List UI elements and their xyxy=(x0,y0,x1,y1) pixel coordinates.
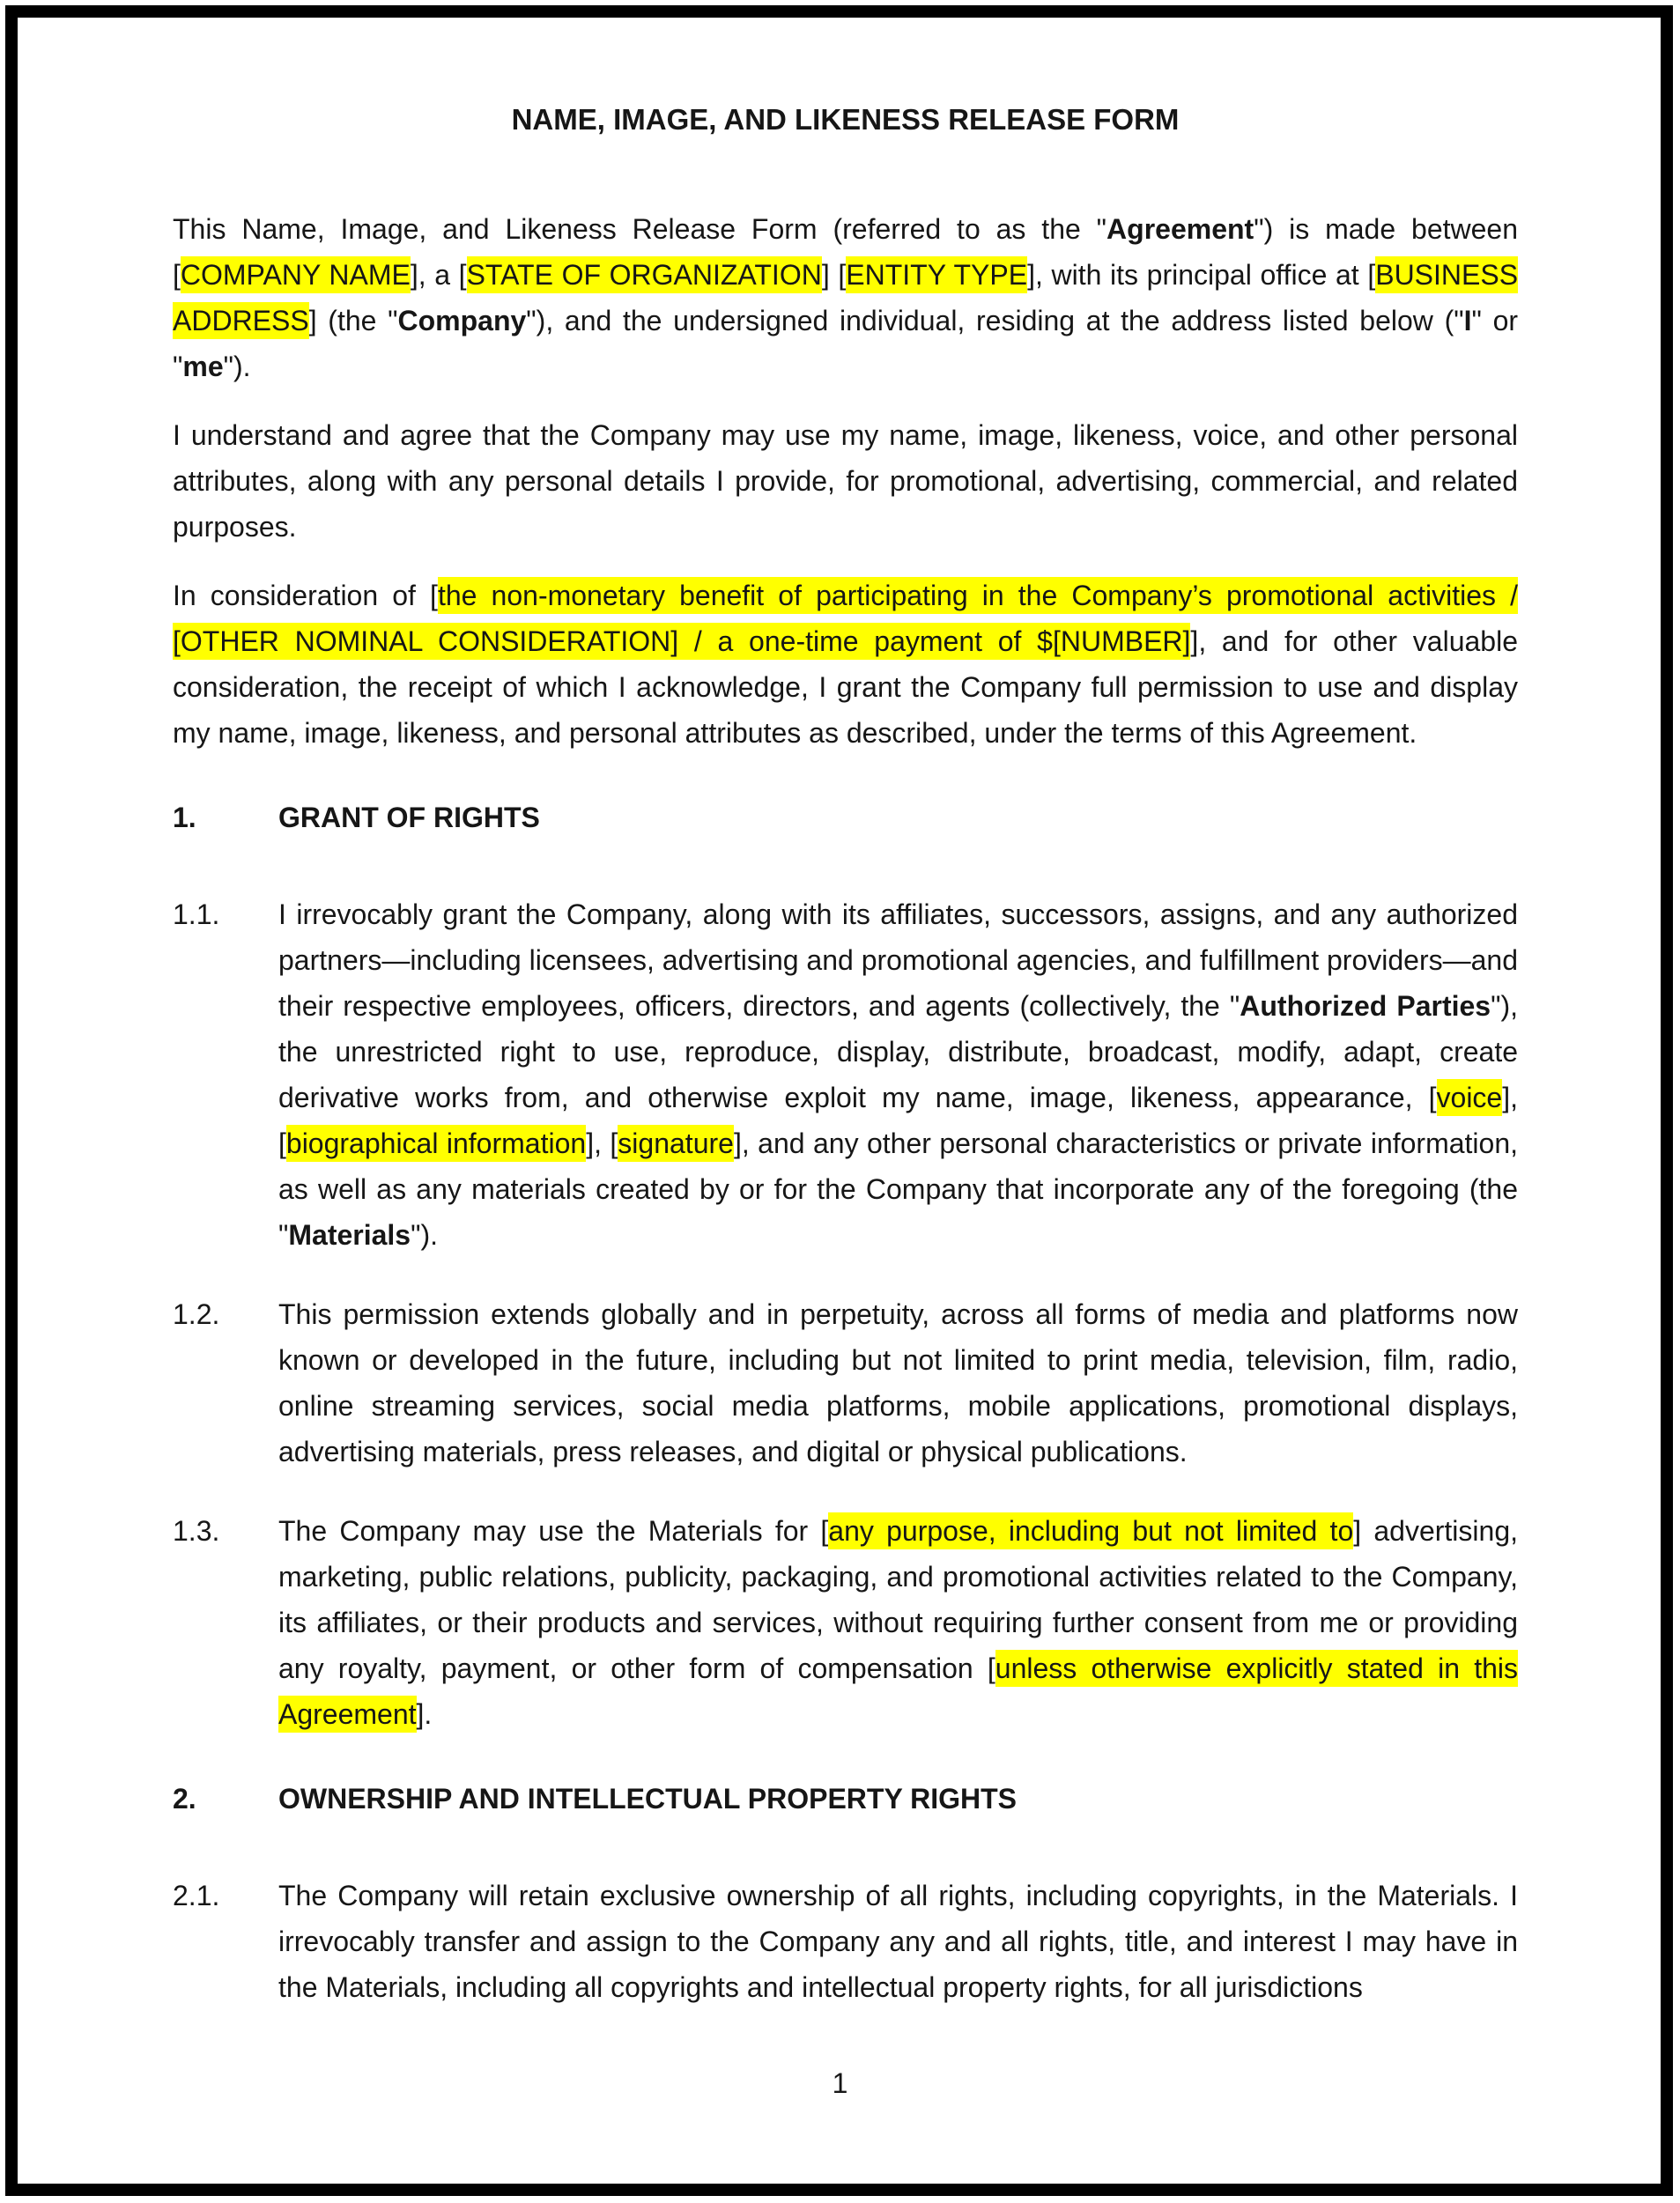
bold-term: I xyxy=(1463,305,1472,336)
text-run: The Company will retain exclusive ownership of all rights, including copyrights, in the Materials. I irrevocably transfer and assign to the Company any and all rights, title, and interest I may have in the Materials, including all copyrights and intellectual property rights, for all jurisdictions xyxy=(278,1880,1518,2003)
text-run: ], with its principal office at [ xyxy=(1027,259,1376,291)
text-run: ], [ xyxy=(586,1127,618,1159)
highlighted-text: voice xyxy=(1437,1079,1503,1116)
highlighted-text: signature xyxy=(618,1125,734,1162)
section-1-heading xyxy=(173,795,1518,840)
clause-1-3-text xyxy=(278,1508,1518,1737)
text-run: "), the unrestricted right to use, reproduce, display, distribute, broadcast, modify, adapt, create derivative works from, and otherwise exploit my name, image, likeness, appearance, [ xyxy=(278,990,1518,1113)
highlighted-text: BUSINESS ADDRESS xyxy=(173,256,1518,339)
bold-term: Materials xyxy=(288,1219,411,1251)
text-run: This permission extends globally and in perpetuity, across all forms of media and platforms now known or developed in the future, including but not limited to print media, television, film, radio, online streaming services, social media platforms, mobile applications, promotional displays, advertising materials, press releases, and digital or physical publications. xyxy=(278,1298,1518,1467)
clause-2-1 xyxy=(173,1873,1518,2010)
section-2-title: OWNERSHIP AND INTELLECTUAL PROPERTY RIGHTS xyxy=(278,1783,1017,1815)
section-2-heading xyxy=(173,1776,1518,1822)
text-run: In consideration of [ xyxy=(173,580,438,611)
clause-1-1 xyxy=(173,891,1518,1258)
section-1-number: 1. xyxy=(173,802,196,833)
highlighted-text: unless otherwise explicitly stated in this Agreement xyxy=(278,1650,1518,1733)
text-run: ]. xyxy=(416,1698,433,1730)
highlighted-text: biographical information xyxy=(286,1125,586,1162)
text-run: ], [ xyxy=(278,1082,1518,1159)
text-run: I irrevocably grant the Company, along with its affiliates, successors, assigns, and any authorized partners—including licensees, advertising and promotional agencies, and fulfillment providers—and their respective employees, officers, directors, and agents (collectively, the " xyxy=(278,898,1518,1022)
clause-1-2-number: 1.2. xyxy=(173,1298,220,1330)
text-run: The Company may use the Materials for [ xyxy=(278,1515,829,1547)
page-number: 1 xyxy=(832,2067,848,2099)
text-run: ] [ xyxy=(821,259,847,291)
section-2-number: 2. xyxy=(173,1783,196,1815)
text-run: This Name, Image, and Likeness Release Form (referred to as the " xyxy=(173,213,1107,245)
highlighted-text: the non-monetary benefit of participating in the Company’s promotional activities / [OTHER NOMINAL CONSIDERATION] / a one-time payment of $[NUMBER] xyxy=(173,577,1518,660)
text-run: ], and any other personal characteristics or private information, as well as any materials created by or for the Company that incorporate any of the foregoing (the " xyxy=(278,1127,1518,1251)
bold-term: Authorized Parties xyxy=(1240,990,1491,1022)
clause-2-1-number: 2.1. xyxy=(173,1880,220,1911)
bold-term: Agreement xyxy=(1106,213,1254,245)
clause-2-1-text xyxy=(278,1873,1518,2010)
text-run: "). xyxy=(223,351,251,382)
text-run: ], a [ xyxy=(410,259,467,291)
text-run: ] advertising, marketing, public relations, publicity, packaging, and promotional activities related to the Company, its affiliates, or their products and services, without requiring further consent from me or providing any royalty, payment, or other form of compensation [ xyxy=(278,1515,1518,1684)
clause-1-1-number: 1.1. xyxy=(173,898,220,930)
bold-term: me xyxy=(182,351,224,382)
clause-1-3 xyxy=(173,1508,1518,1737)
consideration-paragraph xyxy=(173,573,1518,756)
clause-1-1-text xyxy=(278,891,1518,1258)
text-run: "). xyxy=(411,1219,438,1251)
text-run: " or " xyxy=(173,305,1518,382)
highlighted-text: ENTITY TYPE xyxy=(846,256,1027,293)
clause-1-3-number: 1.3. xyxy=(173,1515,220,1547)
highlighted-text: any purpose, including but not limited to xyxy=(828,1512,1353,1549)
clause-1-2 xyxy=(173,1291,1518,1475)
bold-term: Company xyxy=(397,305,527,336)
text-run: I understand and agree that the Company may use my name, image, likeness, voice, and other personal attributes, along with any personal details I provide, for promotional, advertising, commercial, and related purposes. xyxy=(173,419,1518,543)
document-content xyxy=(173,97,1518,2062)
text-run: ") is made between [ xyxy=(173,213,1518,291)
text-run: ], and for other valuable consideration, the receipt of which I acknowledge, I grant the Company full permission to use and display my name, image, likeness, and personal attributes as described, under the terms of this Agreement. xyxy=(173,625,1518,749)
document-title: NAME, IMAGE, AND LIKENESS RELEASE FORM xyxy=(511,103,1180,136)
understanding-paragraph xyxy=(173,412,1518,550)
intro-paragraph xyxy=(173,206,1518,389)
clause-1-2-text xyxy=(278,1291,1518,1475)
highlighted-text: COMPANY NAME xyxy=(181,256,411,293)
text-run: "), and the undersigned individual, residing at the address listed below (" xyxy=(526,305,1464,336)
highlighted-text: STATE OF ORGANIZATION xyxy=(467,256,822,293)
section-1-title: GRANT OF RIGHTS xyxy=(278,802,540,833)
text-run: ] (the " xyxy=(308,305,398,336)
